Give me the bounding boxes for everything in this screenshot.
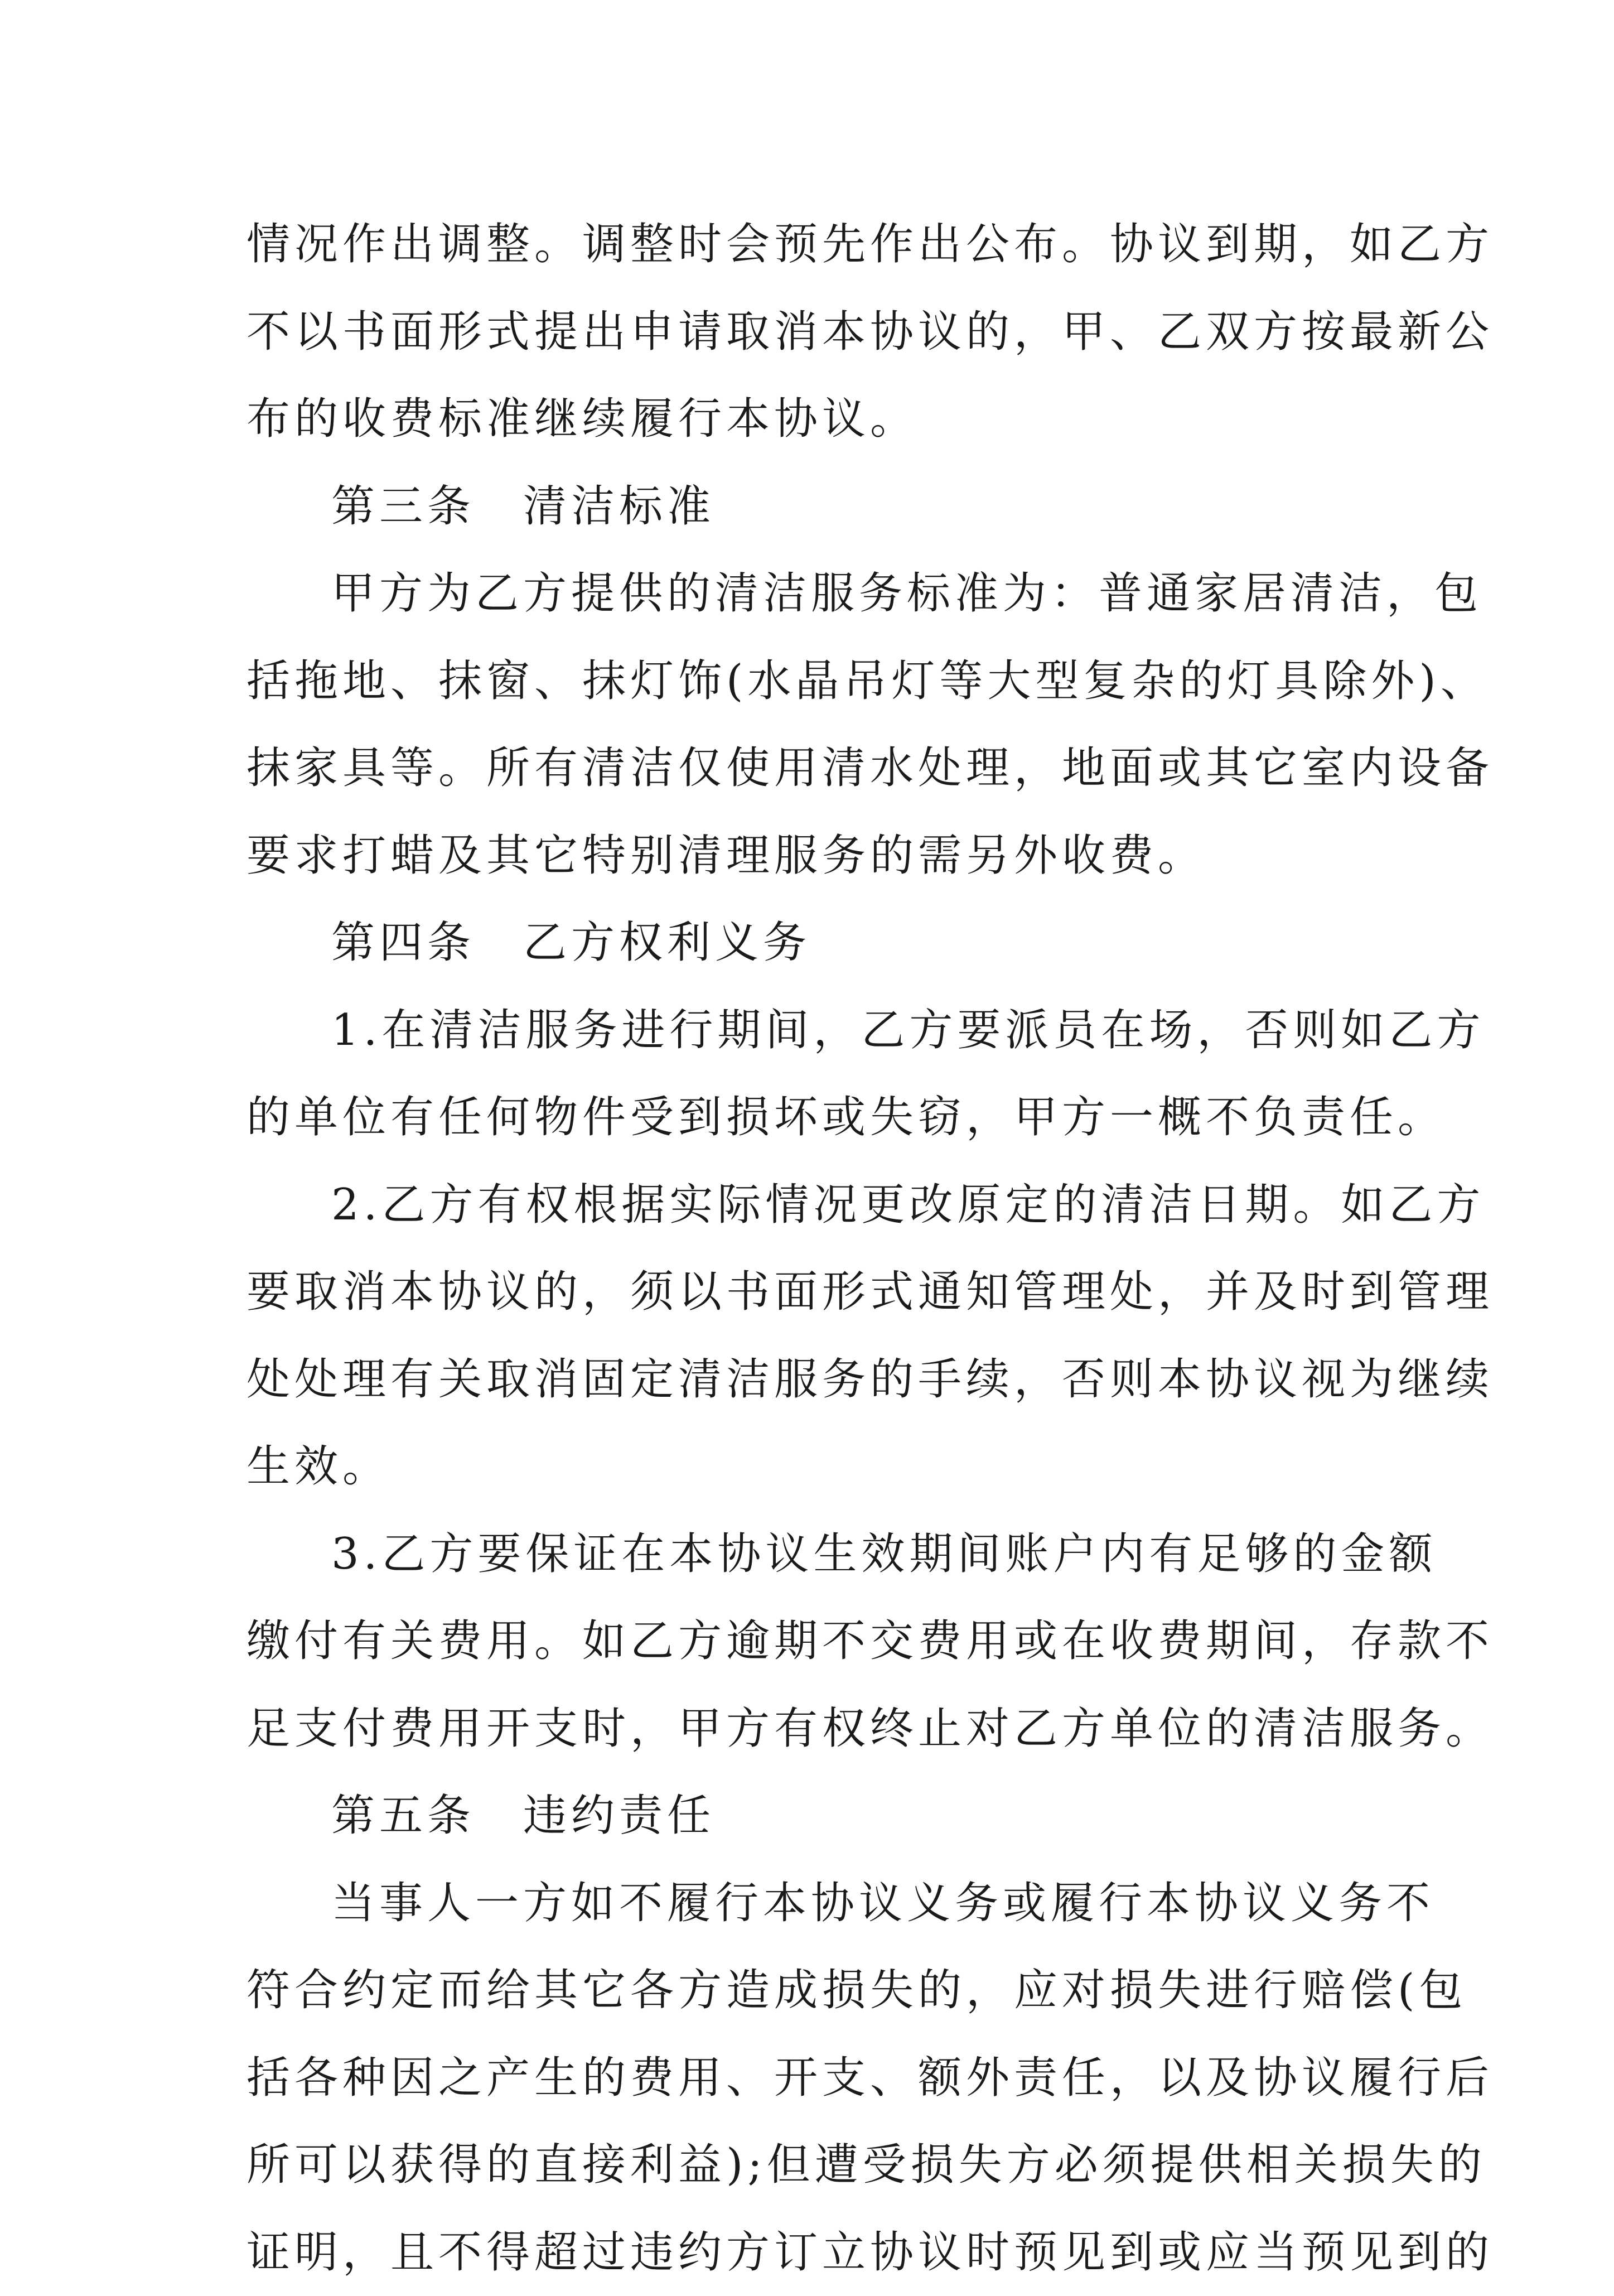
text-line: 当事人一方如不履行本协议义务或履行本协议义务不 xyxy=(247,1860,1379,1947)
text-line: 括各种因之产生的费用、开支、额外责任，以及协议履行后 xyxy=(247,2034,1379,2122)
text-line: 要求打蜡及其它特别清理服务的需另外收费。 xyxy=(247,812,1379,900)
text-line: 证明，且不得超过违约方订立协议时预见到或应当预见到的 xyxy=(247,2209,1379,2296)
text-line: 处处理有关取消固定清洁服务的手续，否则本协议视为继续 xyxy=(247,1336,1379,1424)
text-line: 生效。 xyxy=(247,1423,1379,1511)
document-body xyxy=(247,201,1379,2296)
text-line: 2.乙方有权根据实际情况更改原定的清洁日期。如乙方 xyxy=(247,1161,1379,1249)
section-heading-5: 第五条 违约责任 xyxy=(247,1772,1379,1860)
text-line: 缴付有关费用。如乙方逾期不交费用或在收费期间，存款不 xyxy=(247,1598,1379,1685)
text-line: 甲方为乙方提供的清洁服务标准为：普通家居清洁，包 xyxy=(247,550,1379,638)
section-heading-3: 第三条 清洁标准 xyxy=(247,463,1379,551)
text-line: 3.乙方要保证在本协议生效期间账户内有足够的金额 xyxy=(247,1511,1379,1598)
text-line: 足支付费用开支时，甲方有权终止对乙方单位的清洁服务。 xyxy=(247,1685,1379,1773)
section-heading-4: 第四条 乙方权利义务 xyxy=(247,899,1379,987)
text-line: 的单位有任何物件受到损坏或失窃，甲方一概不负责任。 xyxy=(247,1074,1379,1161)
text-line: 1.在清洁服务进行期间，乙方要派员在场，否则如乙方 xyxy=(247,987,1379,1074)
text-line: 不以书面形式提出申请取消本协议的，甲、乙双方按最新公 xyxy=(247,288,1379,376)
text-line: 括拖地、抹窗、抹灯饰(水晶吊灯等大型复杂的灯具除外)、 xyxy=(247,638,1379,725)
text-line: 抹家具等。所有清洁仅使用清水处理，地面或其它室内设备 xyxy=(247,725,1379,812)
text-line: 所可以获得的直接利益);但遭受损失方必须提供相关损失的 xyxy=(247,2121,1379,2209)
text-line: 布的收费标准继续履行本协议。 xyxy=(247,375,1379,463)
text-line: 情况作出调整。调整时会预先作出公布。协议到期，如乙方 xyxy=(247,201,1379,288)
text-line: 符合约定而给其它各方造成损失的，应对损失进行赔偿(包 xyxy=(247,1947,1379,2034)
text-line: 要取消本协议的，须以书面形式通知管理处，并及时到管理 xyxy=(247,1248,1379,1336)
